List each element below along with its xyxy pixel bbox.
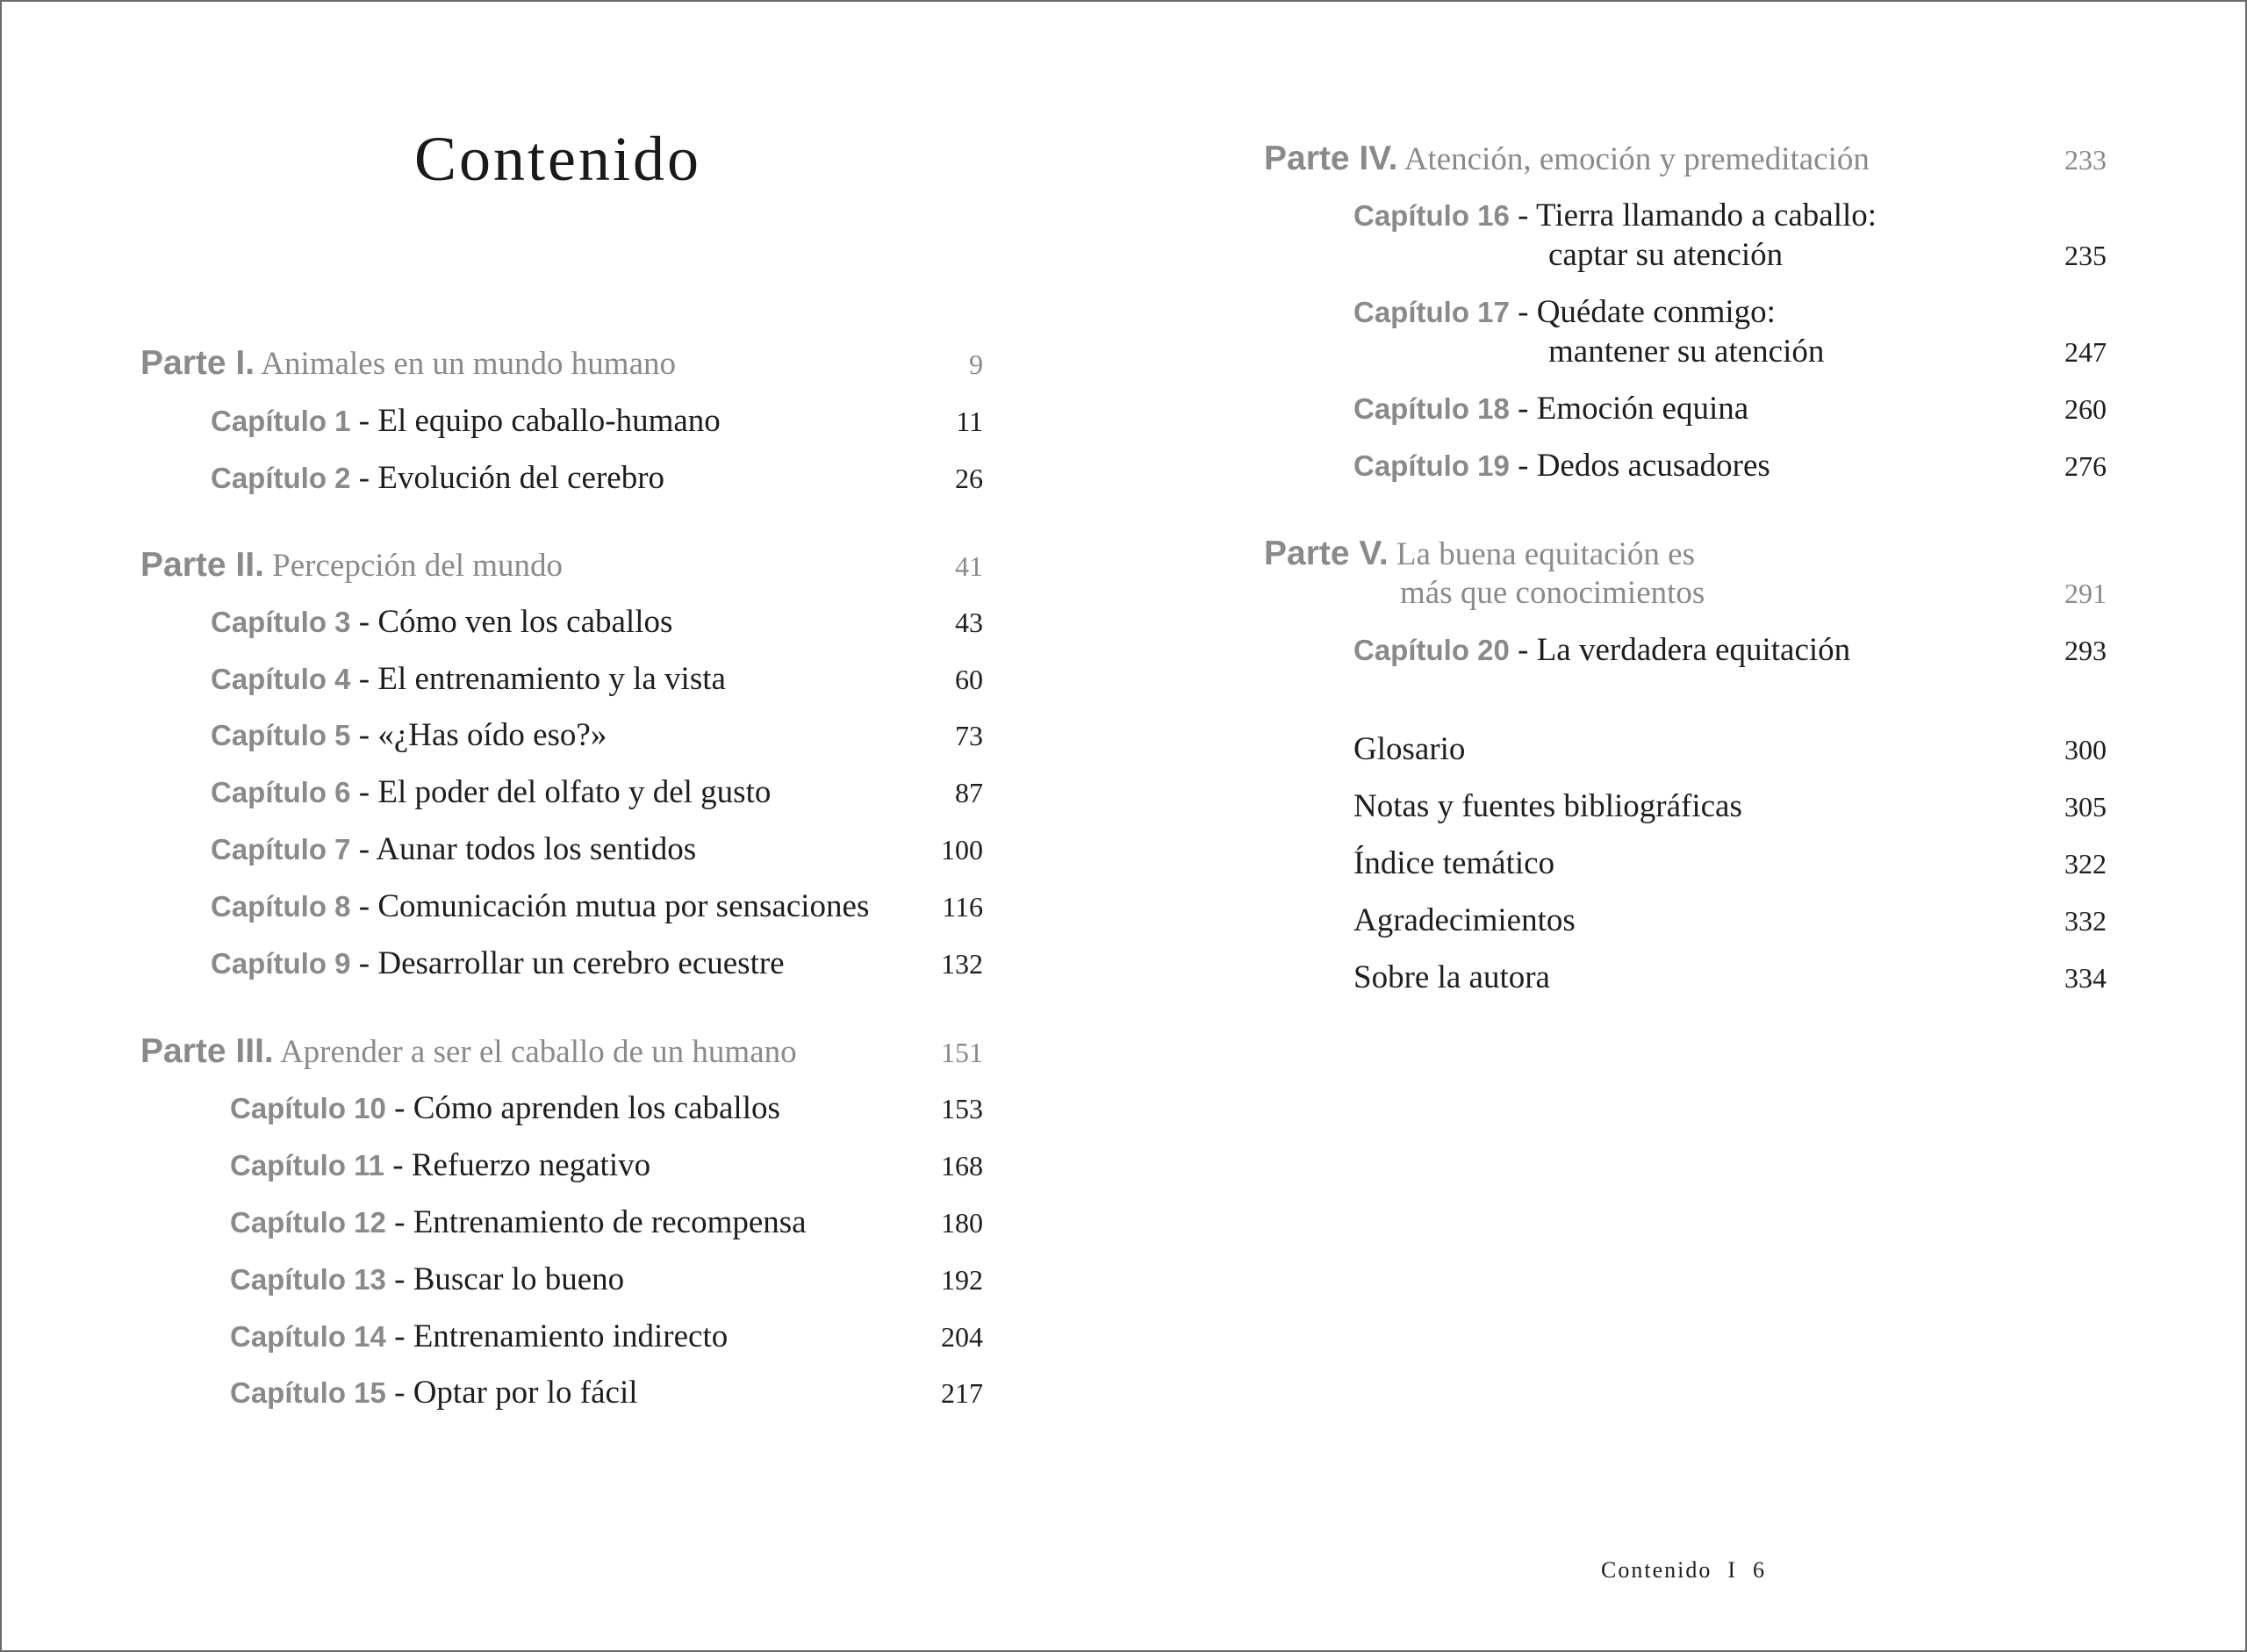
- toc-page-number: 168: [941, 1150, 983, 1182]
- toc-entry-label: Capítulo 14 - Entrenamiento indirecto: [230, 1318, 729, 1354]
- toc-entry-tag: Capítulo 6: [211, 776, 351, 808]
- toc-entry-label: Capítulo 3 - Cómo ven los caballos: [211, 604, 673, 640]
- toc-page-number: 204: [941, 1321, 983, 1353]
- toc-chapter-capitulo-9[interactable]: [211, 945, 983, 997]
- footer-page-number: 6: [1753, 1557, 1767, 1583]
- toc-page-number: 153: [941, 1093, 983, 1124]
- toc-entry-first-line[interactable]: Capítulo 17 - Quédate conmigo:: [1353, 294, 1776, 330]
- toc-entry-tag: Parte III.: [140, 1032, 274, 1070]
- toc-page-number: 9: [969, 348, 983, 380]
- toc-entry-label: [1353, 959, 1550, 996]
- toc-chapter-capitulo-6[interactable]: [211, 773, 983, 826]
- toc-page-number: 41: [955, 550, 983, 582]
- toc-entry-title: Aunar todos los sentidos: [376, 831, 697, 867]
- toc-entry-tag: Capítulo 17: [1353, 296, 1510, 328]
- toc-entry-label: [1353, 844, 1554, 882]
- toc-entry-title: El poder del olfato y del gusto: [377, 774, 772, 810]
- toc-part-parte-iv[interactable]: [1264, 140, 2107, 192]
- toc-entry-title: Glosario: [1353, 731, 1466, 767]
- toc-page-number: 260: [2064, 393, 2107, 425]
- toc-entry-tag: Capítulo 20: [1353, 634, 1510, 666]
- toc-page-number: 26: [955, 463, 983, 494]
- toc-chapter-capitulo-20[interactable]: [1353, 631, 2107, 684]
- toc-entry-title: más que conocimientos: [1400, 575, 1705, 611]
- toc-chapter-capitulo-16[interactable]: [1548, 236, 2107, 289]
- toc-entry-title: mantener su atención: [1548, 334, 1825, 370]
- toc-chapter-capitulo-1[interactable]: [211, 402, 983, 455]
- toc-chapter-capitulo-19[interactable]: [1353, 447, 2107, 499]
- toc-entry-tag: Capítulo 7: [211, 833, 351, 866]
- toc-entry-title: Notas y fuentes bibliográficas: [1353, 788, 1742, 824]
- toc-page-number: 322: [2064, 848, 2107, 880]
- toc-chapter-capitulo-14[interactable]: [230, 1318, 983, 1370]
- toc-entry-title: Agradecimientos: [1353, 902, 1576, 938]
- toc-entry-label: [1548, 236, 1783, 274]
- toc-page-number: 100: [941, 834, 983, 866]
- toc-entry-title: Evolución del cerebro: [377, 460, 665, 496]
- toc-entry-label: Capítulo 18 - Emoción equina: [1353, 391, 1749, 427]
- toc-page-number: 151: [941, 1037, 983, 1068]
- toc-page-number: 233: [2064, 144, 2107, 176]
- toc-entry-label: Capítulo 10 - Cómo aprenden los caballos: [230, 1090, 780, 1126]
- toc-entry-label: Capítulo 19 - Dedos acusadores: [1353, 448, 1770, 484]
- toc-entry-tag: Capítulo 11: [230, 1149, 385, 1182]
- toc-entry-title: «¿Has oído eso?»: [377, 717, 607, 753]
- toc-entry-label: Capítulo 8 - Comunicación mutua por sensaciones: [211, 888, 870, 924]
- toc-entry-tag: Capítulo 10: [230, 1092, 386, 1124]
- toc-page-number: 11: [956, 406, 983, 437]
- toc-part-parte-ii[interactable]: [140, 546, 983, 599]
- toc-page-number: 276: [2064, 450, 2107, 482]
- page-title: Contenido: [414, 124, 701, 194]
- toc-entry-tag: Capítulo 4: [211, 663, 351, 695]
- toc-entry-tag: Capítulo 3: [211, 606, 351, 638]
- toc-chapter-capitulo-5[interactable]: [211, 716, 983, 769]
- toc-entry-label: Capítulo 11 - Refuerzo negativo: [230, 1147, 651, 1183]
- toc-entry-title: Dedos acusadores: [1536, 448, 1770, 484]
- toc-page-number: 116: [942, 891, 983, 923]
- toc-page-number: 217: [941, 1377, 983, 1409]
- toc-page-number: 180: [941, 1207, 983, 1239]
- toc-entry-label: [1353, 901, 1576, 939]
- running-footer: [1601, 1557, 1766, 1584]
- toc-entry-label: Capítulo 4 - El entrenamiento y la vista: [211, 661, 726, 697]
- toc-entry-label: Capítulo 7 - Aunar todos los sentidos: [211, 831, 697, 867]
- toc-chapter-capitulo-7[interactable]: [211, 830, 983, 883]
- toc-part-parte-iii[interactable]: [140, 1032, 983, 1085]
- toc-entry-tag: Capítulo 19: [1353, 449, 1510, 482]
- toc-page-number: 73: [955, 720, 983, 751]
- toc-entry-title: Cómo aprenden los caballos: [413, 1090, 780, 1126]
- toc-entry-title: Tierra llamando a caballo:: [1536, 198, 1877, 233]
- toc-entry-label: Capítulo 5 - «¿Has oído eso?»: [211, 717, 607, 753]
- toc-entry-title: Cómo ven los caballos: [377, 604, 673, 640]
- toc-entry-title: Animales en un mundo humano: [261, 346, 677, 382]
- toc-page-number: 293: [2064, 635, 2107, 666]
- toc-entry-tag: Capítulo 18: [1353, 392, 1510, 425]
- toc-page-number: 300: [2064, 734, 2107, 765]
- toc-page-number: 192: [941, 1264, 983, 1296]
- toc-page-number: 291: [2064, 578, 2107, 609]
- toc-page-number: 132: [941, 948, 983, 980]
- toc-entry-label: Capítulo 15 - Optar por lo fácil: [230, 1375, 638, 1411]
- toc-entry-tag: Capítulo 1: [211, 405, 351, 437]
- toc-entry-label: Capítulo 9 - Desarrollar un cerebro ecuestre: [211, 945, 785, 981]
- toc-entry-tag: Capítulo 14: [230, 1320, 386, 1353]
- toc-entry-title: Quédate conmigo:: [1536, 294, 1776, 330]
- toc-page-number: 334: [2064, 962, 2107, 994]
- toc-entry-label: [140, 546, 563, 585]
- toc-entry-title: Índice temático: [1353, 845, 1555, 881]
- toc-entry-title: Sobre la autora: [1353, 959, 1550, 995]
- toc-entry-title: Buscar lo bueno: [413, 1261, 625, 1297]
- toc-back-sobre-la-autora[interactable]: [1353, 959, 2107, 1011]
- footer-separator: I: [1727, 1557, 1738, 1583]
- toc-entry-label: [1400, 574, 1705, 612]
- toc-back-indice-tematico[interactable]: [1353, 844, 2107, 897]
- toc-entry-title: Optar por lo fácil: [413, 1375, 638, 1411]
- toc-entry-title: Entrenamiento de recompensa: [413, 1204, 807, 1240]
- toc-entry-tag: Capítulo 16: [1353, 199, 1510, 232]
- toc-entry-tag: Capítulo 12: [230, 1206, 386, 1239]
- toc-entry-tag: Capítulo 2: [211, 462, 351, 494]
- toc-entry-title: Percepción del mundo: [272, 548, 564, 584]
- toc-page-number: 332: [2064, 905, 2107, 937]
- toc-entry-title: Atención, emoción y premeditación: [1403, 141, 1870, 177]
- toc-entry-label: [1353, 730, 1465, 768]
- toc-entry-label: [140, 1032, 797, 1071]
- toc-entry-tag: Capítulo 9: [211, 947, 351, 980]
- toc-chapter-capitulo-11[interactable]: [230, 1146, 983, 1199]
- toc-entry-title: El equipo caballo-humano: [377, 403, 721, 439]
- toc-entry-label: Capítulo 20 - La verdadera equitación: [1353, 632, 1851, 668]
- toc-entry-title: Refuerzo negativo: [411, 1147, 651, 1183]
- toc-entry-title: captar su atención: [1548, 237, 1784, 273]
- toc-page-number: 247: [2064, 336, 2107, 368]
- toc-entry-label: [1264, 140, 1870, 178]
- toc-chapter-capitulo-17[interactable]: [1548, 333, 2107, 385]
- toc-entry-tag: Parte II.: [140, 546, 264, 584]
- toc-page-number: 235: [2064, 240, 2107, 271]
- toc-entry-tag: Capítulo 5: [211, 719, 351, 751]
- toc-chapter-capitulo-10[interactable]: [230, 1089, 983, 1142]
- toc-entry-title: La buena equitación es: [1396, 536, 1695, 572]
- toc-entry-title: Entrenamiento indirecto: [413, 1318, 729, 1354]
- toc-back-glosario[interactable]: [1353, 730, 2107, 783]
- toc-chapter-capitulo-12[interactable]: [230, 1203, 983, 1256]
- toc-entry-label: [140, 344, 676, 383]
- toc-page-number: 87: [955, 777, 983, 808]
- toc-entry-title: Desarrollar un cerebro ecuestre: [377, 945, 785, 981]
- toc-entry-title: Emoción equina: [1536, 391, 1749, 427]
- toc-back-notas-y-fuentes-bibliograficas[interactable]: [1353, 787, 2107, 840]
- toc-entry-label: [1353, 787, 1742, 825]
- toc-part-parte-v[interactable]: [1400, 574, 2107, 627]
- footer-section: Contenido: [1601, 1557, 1712, 1583]
- toc-page-number: 305: [2064, 791, 2107, 822]
- toc-entry-tag: Parte IV.: [1264, 140, 1398, 177]
- toc-entry-first-line[interactable]: [1264, 535, 1695, 573]
- toc-entry-tag: Capítulo 13: [230, 1263, 386, 1296]
- toc-chapter-capitulo-15[interactable]: [230, 1374, 983, 1426]
- toc-chapter-capitulo-3[interactable]: [211, 603, 983, 656]
- toc-entry-tag: Parte I.: [140, 344, 255, 382]
- toc-entry-label: Capítulo 12 - Entrenamiento de recompensa: [230, 1204, 807, 1240]
- toc-entry-first-line[interactable]: Capítulo 16 - Tierra llamando a caballo:: [1353, 198, 1877, 233]
- toc-entry-label: Capítulo 1 - El equipo caballo-humano: [211, 403, 721, 439]
- toc-entry-title: Aprender a ser el caballo de un humano: [279, 1034, 797, 1070]
- toc-entry-label: Capítulo 6 - El poder del olfato y del gusto: [211, 774, 772, 810]
- toc-entry-label: [1548, 333, 1824, 370]
- toc-chapter-capitulo-8[interactable]: [211, 887, 983, 940]
- toc-back-agradecimientos[interactable]: [1353, 901, 2107, 954]
- toc-entry-tag: Capítulo 15: [230, 1376, 386, 1409]
- toc-entry-tag: Parte V.: [1264, 535, 1389, 572]
- toc-part-parte-i[interactable]: [140, 344, 983, 397]
- toc-entry-label: Capítulo 2 - Evolución del cerebro: [211, 460, 665, 496]
- toc-entry-tag: Capítulo 8: [211, 890, 351, 923]
- toc-chapter-capitulo-4[interactable]: [211, 660, 983, 713]
- toc-chapter-capitulo-2[interactable]: [211, 459, 983, 512]
- toc-entry-label: Capítulo 13 - Buscar lo bueno: [230, 1261, 625, 1297]
- toc-entry-title: La verdadera equitación: [1536, 632, 1851, 668]
- toc-entry-title: Comunicación mutua por sensaciones: [377, 888, 870, 924]
- toc-page-number: 60: [955, 664, 983, 695]
- toc-entry-title: El entrenamiento y la vista: [377, 661, 726, 697]
- toc-chapter-capitulo-18[interactable]: [1353, 390, 2107, 442]
- toc-chapter-capitulo-13[interactable]: [230, 1261, 983, 1313]
- toc-page-number: 43: [955, 607, 983, 638]
